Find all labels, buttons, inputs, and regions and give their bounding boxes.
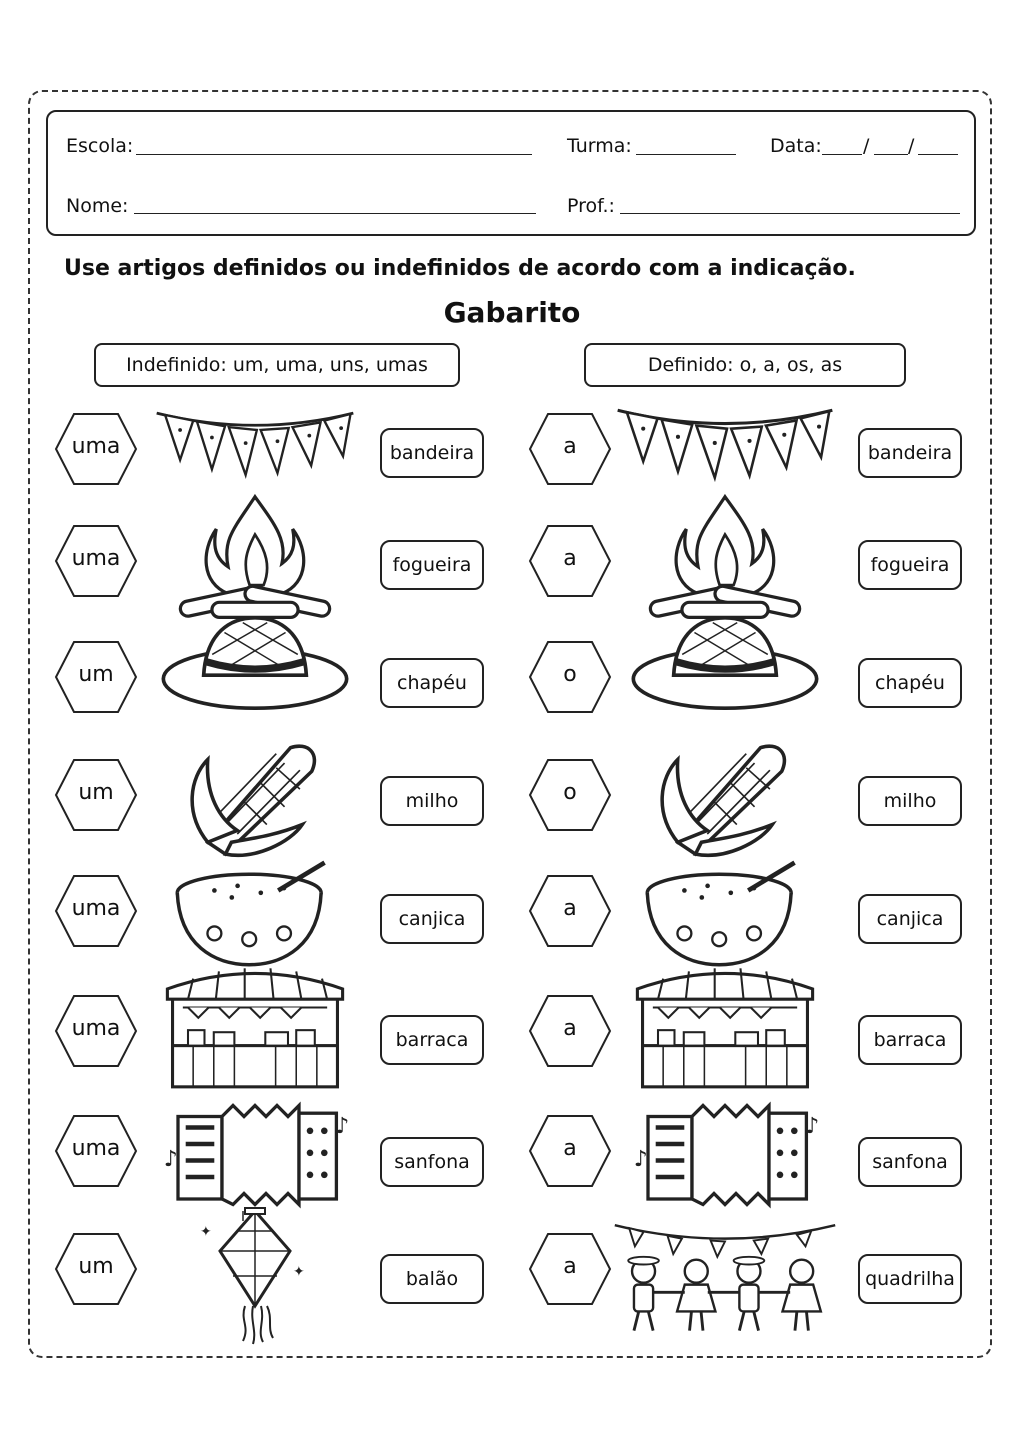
left-article-hexagon[interactable]: [54, 640, 138, 714]
straw-hat-icon: [610, 608, 840, 718]
escola-field[interactable]: [136, 154, 532, 155]
left-word-box: milho: [380, 776, 484, 826]
page-title: Gabarito: [443, 296, 581, 329]
left-article-answer: um: [78, 780, 114, 805]
escola-label: Escola:: [66, 135, 134, 157]
left-article-hexagon[interactable]: [54, 1232, 138, 1306]
right-article-hexagon[interactable]: [528, 758, 612, 832]
right-article-hexagon[interactable]: [528, 524, 612, 598]
left-article-answer: uma: [71, 546, 121, 571]
right-word-box: chapéu: [858, 658, 962, 708]
left-article-hexagon[interactable]: [54, 1114, 138, 1188]
right-article-answer: a: [563, 1254, 577, 1279]
right-word-box: fogueira: [858, 540, 962, 590]
prof-field[interactable]: [620, 213, 960, 214]
right-article-hexagon[interactable]: [528, 1232, 612, 1306]
paper-lantern-icon: [152, 1206, 358, 1346]
right-word-box: bandeira: [858, 428, 962, 478]
accordion-icon: [152, 1100, 358, 1210]
left-word-box: balão: [380, 1254, 484, 1304]
data-slash-2: /: [908, 135, 915, 157]
data-label: Data:: [770, 135, 822, 157]
nome-label: Nome:: [66, 195, 129, 217]
turma-label: Turma:: [567, 135, 632, 157]
legend-indefinido: Indefinido: um, uma, uns, umas: [94, 343, 460, 387]
header-box: [46, 110, 976, 236]
market-stall-icon: [152, 958, 358, 1092]
left-article-hexagon[interactable]: [54, 994, 138, 1068]
data-month-field[interactable]: [874, 154, 908, 155]
left-article-answer: uma: [71, 434, 121, 459]
left-word-box: fogueira: [380, 540, 484, 590]
right-word-box: sanfona: [858, 1137, 962, 1187]
right-word-box: canjica: [858, 894, 962, 944]
market-stall-icon: [610, 958, 840, 1092]
data-year-field[interactable]: [918, 154, 958, 155]
right-word-box: milho: [858, 776, 962, 826]
bonfire-icon: [610, 486, 840, 626]
corn-icon: [152, 730, 358, 860]
data-slash-1: /: [863, 135, 870, 157]
right-article-hexagon[interactable]: [528, 640, 612, 714]
left-word-box: bandeira: [380, 428, 484, 478]
left-article-answer: um: [78, 1254, 114, 1279]
straw-hat-icon: [152, 608, 358, 718]
right-article-hexagon[interactable]: [528, 412, 612, 486]
left-article-answer: uma: [71, 1136, 121, 1161]
left-article-hexagon[interactable]: [54, 412, 138, 486]
quadrilha-dancers-icon: [610, 1206, 840, 1346]
left-article-hexagon[interactable]: [54, 874, 138, 948]
left-word-box: canjica: [380, 894, 484, 944]
bonfire-icon: [152, 486, 358, 626]
left-article-answer: uma: [71, 1016, 121, 1041]
right-article-answer: a: [563, 1016, 577, 1041]
corn-icon: [610, 730, 840, 860]
canjica-bowl-icon: [610, 858, 840, 974]
left-word-box: barraca: [380, 1015, 484, 1065]
left-word-box: sanfona: [380, 1137, 484, 1187]
legend-definido: Definido: o, a, os, as: [584, 343, 906, 387]
accordion-icon: [610, 1100, 840, 1210]
right-article-answer: a: [563, 546, 577, 571]
left-word-box: chapéu: [380, 658, 484, 708]
right-word-box: quadrilha: [858, 1254, 962, 1304]
right-word-box: barraca: [858, 1015, 962, 1065]
right-article-answer: a: [563, 434, 577, 459]
bunting-flags-icon: [152, 398, 358, 490]
right-article-hexagon[interactable]: [528, 994, 612, 1068]
turma-field[interactable]: [636, 154, 736, 155]
canjica-bowl-icon: [152, 858, 358, 974]
right-article-answer: o: [563, 780, 577, 805]
instruction-text: Use artigos definidos ou indefinidos de acordo com a indicação.: [64, 256, 856, 281]
left-article-hexagon[interactable]: [54, 758, 138, 832]
right-article-hexagon[interactable]: [528, 874, 612, 948]
left-article-answer: uma: [71, 896, 121, 921]
bunting-flags-icon: [610, 398, 840, 490]
nome-field[interactable]: [134, 213, 536, 214]
left-article-hexagon[interactable]: [54, 524, 138, 598]
right-article-answer: a: [563, 896, 577, 921]
prof-label: Prof.:: [567, 195, 615, 217]
data-day-field[interactable]: [822, 154, 862, 155]
right-article-answer: o: [563, 662, 577, 687]
right-article-hexagon[interactable]: [528, 1114, 612, 1188]
right-article-answer: a: [563, 1136, 577, 1161]
left-article-answer: um: [78, 662, 114, 687]
